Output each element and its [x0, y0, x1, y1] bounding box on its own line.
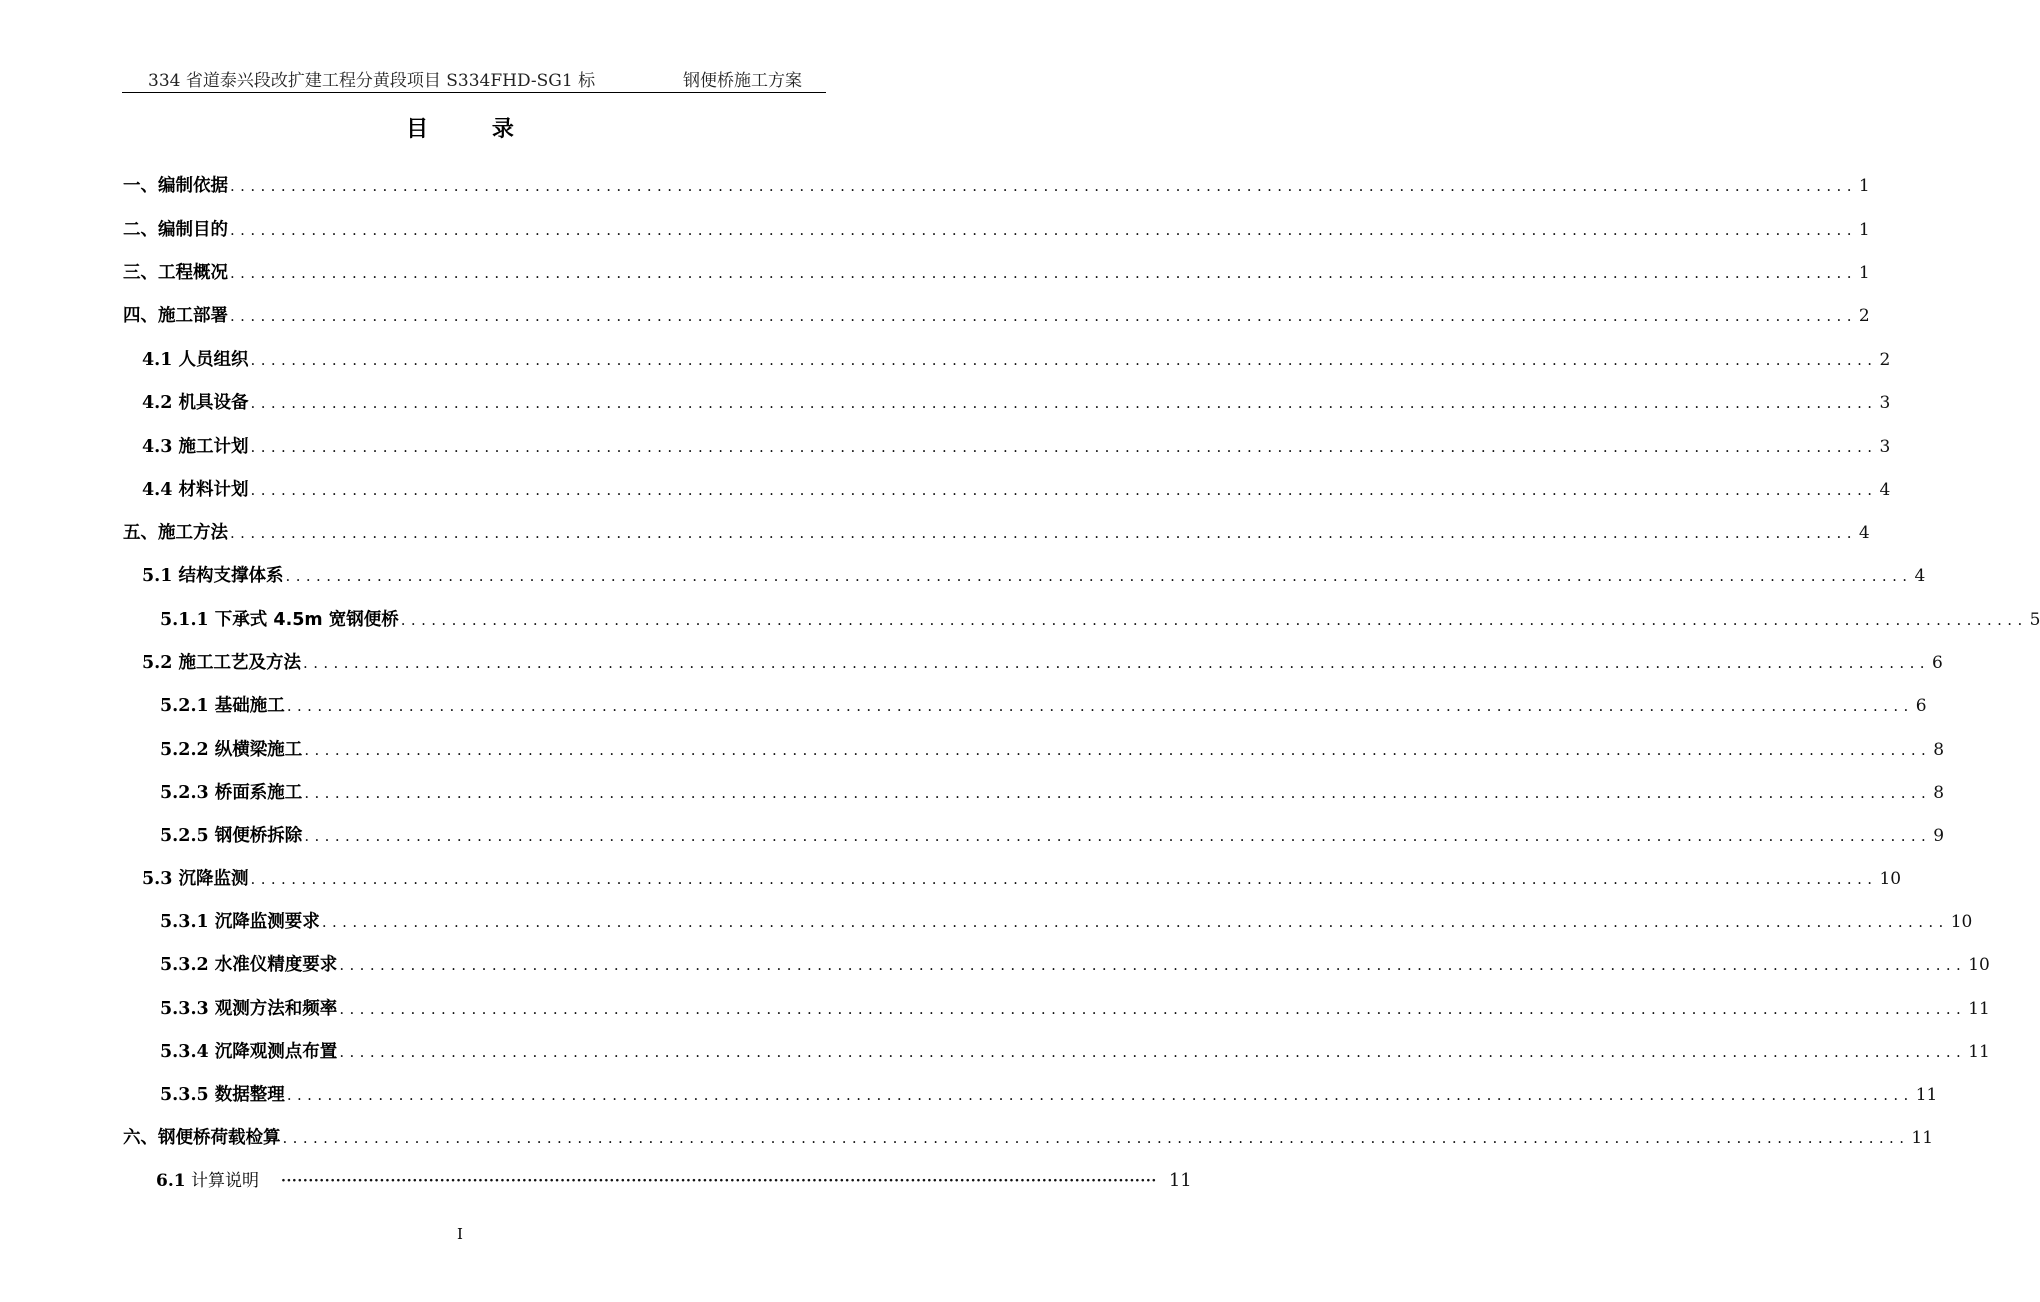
toc-entry-page: 11	[1911, 1128, 1934, 1148]
toc-entry-text: 四、施工部署	[123, 306, 228, 326]
footer-page-number: I	[457, 1225, 463, 1243]
toc-entry-page: 8	[1933, 783, 1945, 803]
toc-entry-number: 4.1	[142, 350, 173, 370]
toc-leader-dots: ................................................................................................................................................................	[250, 870, 1878, 888]
toc-entry-text: 人员组织	[172, 350, 249, 370]
toc-entry-page: 5	[2029, 610, 2040, 630]
toc-leader-dots: ................................................................................................................................................................	[339, 1043, 1967, 1061]
toc-entry-text: 一、编制依据	[123, 176, 228, 196]
toc-entry-page: 1	[1858, 263, 1870, 283]
toc-entry-label	[160, 607, 399, 633]
toc-entry-label	[142, 347, 249, 373]
toc-entry-text: 沉降观测点布置	[208, 1042, 338, 1062]
toc-entry-label	[142, 563, 284, 589]
toc-entry-text: 结构支撑体系	[172, 566, 284, 586]
toc-entry[interactable]	[160, 1082, 1938, 1108]
toc-entry-page: 10	[1968, 955, 1990, 975]
toc-entry-page: 11	[1915, 1085, 1938, 1105]
toc-leader-dots: ................................................................................................................................................................	[339, 956, 1967, 974]
toc-entry-number: 4.3	[142, 437, 173, 457]
toc-entry-label	[160, 1082, 285, 1108]
toc-entry-page: 11	[1168, 1170, 1192, 1191]
toc-entry-label	[142, 650, 301, 676]
toc-entry-label	[160, 823, 302, 849]
toc-entry-text: 三、工程概况	[123, 263, 228, 283]
toc-entry-page: 11	[1968, 1042, 1990, 1062]
toc-entry-label	[123, 173, 228, 199]
toc-entry-number: 5.3	[142, 869, 173, 889]
toc-entry-number: 5.2	[142, 653, 173, 673]
toc-leader-dots: ································································································································································	[280, 1173, 1157, 1189]
toc-entry-text: 基础施工	[208, 696, 285, 716]
toc-entry-label	[123, 303, 228, 329]
toc-entry[interactable]	[123, 260, 1870, 286]
toc-entry-number: 5.2.2	[160, 740, 209, 760]
toc-entry[interactable]	[160, 909, 1973, 935]
toc-entry-number: 5.1	[142, 566, 173, 586]
toc-entry-label	[160, 693, 285, 719]
toc-leader-dots: ................................................................................................................................................................	[230, 307, 1857, 325]
toc-leader-dots: ................................................................................................................................................................	[321, 913, 1949, 931]
toc-leader-dots: ................................................................................................................................................................	[230, 524, 1857, 542]
page-header	[122, 62, 826, 93]
toc-entry[interactable]	[160, 823, 1945, 849]
toc-entry-label	[123, 1125, 281, 1151]
toc-entry-text: 水准仪精度要求	[208, 955, 338, 975]
toc-entry[interactable]	[160, 693, 1927, 719]
toc-entry-label	[160, 737, 302, 763]
toc-entry-text: 数据整理	[208, 1085, 285, 1105]
header-project-title: 334 省道泰兴段改扩建工程分黄段项目 S334FHD-SG1 标	[148, 71, 596, 91]
toc-leader-dots: ................................................................................................................................................................	[304, 827, 1932, 845]
toc-entry-page: 10	[1950, 912, 1973, 932]
toc-leader-dots: ................................................................................................................................................................	[230, 177, 1857, 195]
toc-entry-text: 观测方法和频率	[208, 999, 338, 1019]
toc-entry-label	[123, 520, 228, 546]
toc-entry-text: 施工工艺及方法	[172, 653, 302, 673]
toc-entry[interactable]	[160, 996, 1990, 1022]
toc-entry[interactable]	[160, 737, 1945, 763]
toc-entry-number: 5.3.3	[160, 999, 209, 1019]
toc-entry-page: 9	[1933, 826, 1945, 846]
toc-entry-page: 1	[1858, 220, 1870, 240]
toc-leader-dots: ................................................................................................................................................................	[230, 264, 1857, 282]
toc-entry-number: 5.2.5	[160, 826, 209, 846]
toc-entry-page: 2	[1858, 306, 1870, 326]
toc-leader-dots: ................................................................................................................................................................	[250, 481, 1878, 499]
toc-entry-page: 3	[1879, 393, 1891, 413]
toc-leader-dots: ................................................................................................................................................................	[285, 567, 1913, 585]
toc-entry-number: 4.4	[142, 480, 173, 500]
toc-entry-label	[160, 780, 302, 806]
toc-entry-page: 4	[1879, 480, 1891, 500]
toc-entry-label	[160, 952, 337, 978]
toc-entry-page: 2	[1879, 350, 1891, 370]
toc-entry-label	[160, 909, 320, 935]
toc-entry-label	[156, 1168, 259, 1194]
toc-entry[interactable]	[123, 520, 1870, 546]
toc-leader-dots: ................................................................................................................................................................	[303, 654, 1930, 672]
toc-entry-page: 4	[1858, 523, 1870, 543]
toc-entry-text: 桥面系施工	[208, 783, 303, 803]
toc-entry-label	[123, 260, 228, 286]
toc-entry-page: 4	[1914, 566, 1926, 586]
toc-entry-number: 5.3.5	[160, 1085, 209, 1105]
toc-leader-dots: ................................................................................................................................................................	[230, 221, 1857, 239]
toc-leader-dots: ................................................................................................................................................................	[304, 741, 1932, 759]
toc-entry[interactable]	[142, 434, 1891, 460]
toc-heading: 目 录	[406, 117, 542, 142]
toc-entry[interactable]	[123, 217, 1870, 243]
toc-leader-dots: ................................................................................................................................................................	[286, 1086, 1914, 1104]
toc-leader-dots: ................................................................................................................................................................	[250, 438, 1878, 456]
toc-entry[interactable]	[142, 563, 1926, 589]
toc-entry-text: 材料计划	[172, 480, 249, 500]
toc-entry[interactable]	[156, 1168, 1192, 1194]
toc-entry[interactable]	[160, 780, 1945, 806]
toc-entry-number: 5.2.3	[160, 783, 209, 803]
toc-entry-number: 5.3.2	[160, 955, 209, 975]
toc-entry[interactable]	[142, 347, 1891, 373]
toc-entry[interactable]	[160, 607, 2040, 633]
toc-entry-label	[160, 1039, 337, 1065]
toc-entry-number: 5.1.1	[160, 610, 209, 630]
toc-entry-text: 沉降监测要求	[208, 912, 320, 932]
toc-entry-label	[142, 390, 249, 416]
toc-entry-number: 4.2	[142, 393, 173, 413]
toc-leader-dots: ................................................................................................................................................................	[282, 1129, 1910, 1147]
toc-entry-number: 5.3.1	[160, 912, 209, 932]
toc-entry[interactable]	[160, 1039, 1990, 1065]
toc-entry[interactable]	[123, 173, 1870, 199]
toc-entry[interactable]	[123, 303, 1870, 329]
toc-entry-page: 6	[1915, 696, 1927, 716]
toc-entry-text: 六、钢便桥荷载检算	[123, 1128, 281, 1148]
toc-entry-label	[142, 434, 249, 460]
toc-entry-text: 二、编制目的	[123, 220, 228, 240]
toc-entry-text: 五、施工方法	[123, 523, 228, 543]
toc-entry-text: 施工计划	[172, 437, 249, 457]
toc-entry-text: 下承式 4.5m 宽钢便桥	[208, 610, 399, 630]
toc-entry-text: 纵横梁施工	[208, 740, 303, 760]
toc-leader-dots: ................................................................................................................................................................	[304, 784, 1932, 802]
toc-entry-number: 6.1	[156, 1171, 186, 1191]
toc-entry-page: 3	[1879, 437, 1891, 457]
toc-leader-dots: ................................................................................................................................................................	[339, 1000, 1967, 1018]
toc-entry-page: 10	[1879, 869, 1902, 889]
toc-entry-label	[123, 217, 228, 243]
toc-entry-label	[160, 996, 337, 1022]
toc-entry-text: 计算说明	[185, 1171, 259, 1191]
toc-entry-page: 1	[1858, 176, 1870, 196]
toc-entry-label	[142, 866, 249, 892]
toc-leader-dots: ................................................................................................................................................................	[286, 697, 1914, 715]
toc-entry-text: 钢便桥拆除	[208, 826, 303, 846]
toc-leader-dots: ................................................................................................................................................................	[250, 394, 1878, 412]
toc-entry[interactable]	[142, 477, 1891, 503]
toc-entry[interactable]	[160, 952, 1990, 978]
toc-entry[interactable]	[123, 1125, 1934, 1151]
toc-entry[interactable]	[142, 650, 1943, 676]
toc-entry-text: 机具设备	[172, 393, 249, 413]
toc-entry-page: 11	[1968, 999, 1990, 1019]
toc-entry-label	[142, 477, 249, 503]
toc-entry-text: 沉降监测	[172, 869, 249, 889]
toc-entry-number: 5.2.1	[160, 696, 209, 716]
toc-leader-dots: ................................................................................................................................................................	[250, 351, 1878, 369]
toc-entry-page: 8	[1933, 740, 1945, 760]
header-document-title: 钢便桥施工方案	[683, 71, 802, 91]
toc-entry-page: 6	[1931, 653, 1943, 673]
toc-entry[interactable]	[142, 866, 1902, 892]
toc-entry-number: 5.3.4	[160, 1042, 209, 1062]
toc-entry[interactable]	[142, 390, 1891, 416]
toc-leader-dots: ................................................................................................................................................................	[400, 611, 2028, 629]
